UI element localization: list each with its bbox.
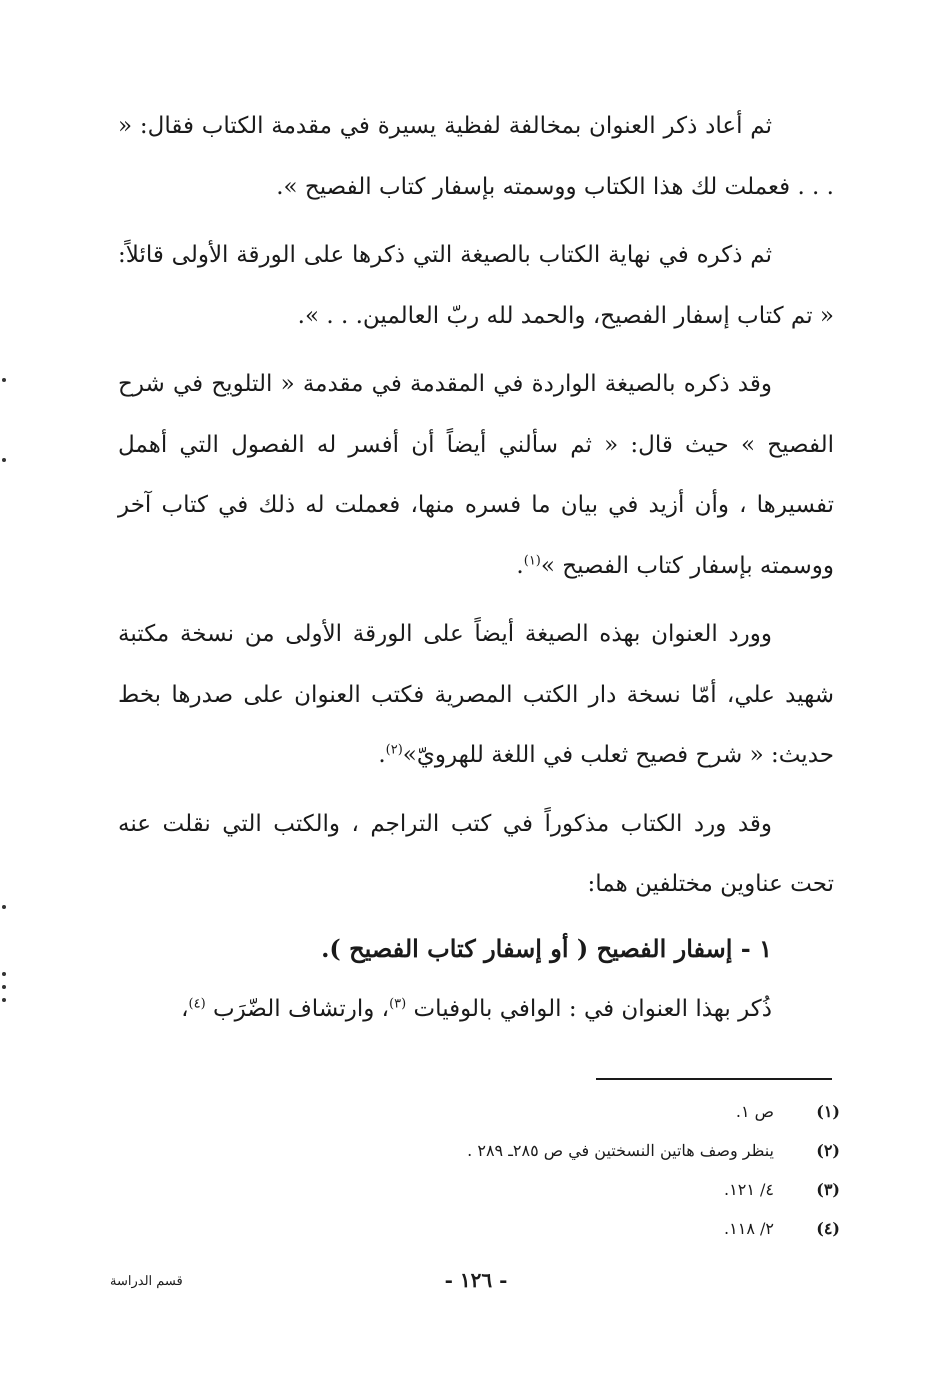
margin-mark xyxy=(2,378,6,382)
margin-mark xyxy=(2,972,6,976)
footnote-item xyxy=(200,1131,840,1170)
footnote-number: (١) xyxy=(816,1102,840,1121)
footnote-divider xyxy=(596,1078,832,1080)
paragraph-1: ثم أعاد ذكر العنوان بمخالفة لفظية يسيرة في مقدمة الكتاب فقال: « . . . فعملت لك هذا الكتاب ووسمته بإسفار كتاب الفصيح ». xyxy=(118,113,834,200)
footnotes xyxy=(200,1092,840,1248)
paragraph-3: وقد ذكره بالصيغة الواردة في المقدمة في مقدمة « التلويح في شرح الفصيح » حيث قال: « ثم سألني أيضاً أن أفسر له الفصول التي أهمل تفسيرها ، وأن أزيد في بيان ما فسره منها، فعملت له ذلك في كتاب آخر ووسمته بإسفار كتاب الفصيح »$^{(١)}$. xyxy=(118,371,834,579)
section-label: قسم الدراسة xyxy=(110,1274,183,1289)
footnote-text: ٤/ ١٢١. xyxy=(724,1180,774,1199)
paragraph-5: وقد ورد الكتاب مذكوراً في كتب التراجم ، والكتب التي نقلت عنه تحت عناوين مختلفين هما: xyxy=(118,810,834,897)
footnote-number: (٤) xyxy=(816,1219,840,1238)
margin-mark xyxy=(2,985,6,989)
footnote-item xyxy=(200,1170,840,1209)
footnote-item xyxy=(200,1092,840,1131)
paragraph-6: ذُكر بهذا العنوان في : الوافي بالوفيات $^{(٣)}$، وارتشاف الضّرَب $^{(٤)}$، xyxy=(181,996,772,1022)
main-text xyxy=(118,96,834,1040)
footnote-ref-1: (١) xyxy=(523,552,541,568)
footnote-ref-2: (٢) xyxy=(385,742,403,758)
section-heading: ١ - إسفار الفصيح ( أو إسفار كتاب الفصيح ). xyxy=(321,933,772,963)
footnote-ref-4: (٤) xyxy=(188,996,206,1012)
footnote-number: (٢) xyxy=(816,1141,840,1160)
footnote-text: ينظر وصف هاتين النسختين في ص ٢٨٥ـ ٢٨٩ . xyxy=(467,1141,774,1160)
footnote-item xyxy=(200,1209,840,1248)
margin-mark xyxy=(2,905,6,909)
footnote-ref-3: (٣) xyxy=(389,996,407,1012)
footnote-text: ص ١. xyxy=(735,1102,774,1121)
margin-mark xyxy=(2,458,6,462)
page-number: - ١٢٦ - xyxy=(444,1268,508,1292)
margin-mark xyxy=(2,998,6,1002)
paragraph-4: وورد العنوان بهذه الصيغة أيضاً على الورقة الأولى من نسخة مكتبة شهيد علي، أمّا نسخة دار الكتب المصرية فكتب العنوان على صدرها بخط حديث: « شرح فصيح ثعلب في اللغة للهرويّ»$^{(٢)}$. xyxy=(118,621,834,768)
footnote-number: (٣) xyxy=(816,1180,840,1199)
paragraph-2: ثم ذكره في نهاية الكتاب بالصيغة التي ذكرها على الورقة الأولى قائلاً: « تم كتاب إسفار الفصيح، والحمد لله ربّ العالمين. . . ». xyxy=(118,242,834,329)
footnote-text: ٢/ ١١٨. xyxy=(724,1219,774,1238)
